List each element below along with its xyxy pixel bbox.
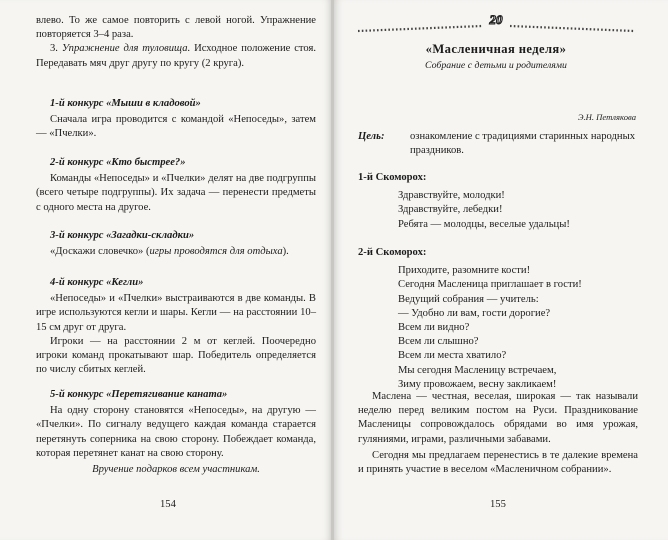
verse-line: Всем ли слышно? bbox=[398, 336, 479, 348]
verse-line: Здравствуйте, молодки! bbox=[398, 190, 505, 202]
page-number-right: 155 bbox=[490, 499, 506, 510]
goal-block bbox=[358, 130, 638, 158]
verse-line: Ребята — молодцы, веселые удальцы! bbox=[398, 218, 570, 230]
verse-line: Сегодня Масленица приглашает в гости! bbox=[398, 279, 582, 291]
maslena-paragraph: Маслена — честная, веселая, широкая — так называли неделю перед великим постом на Руси. Праздникование Масленицы сопровождалось обрядами во имя урожая, гуляниями, играми, различными забавами. bbox=[358, 391, 638, 445]
contest-2-text: Команды «Непоседы» и «Пчелки» делят на две подгруппы (всего четыре подгруппы). Их задача — перенести предметы с одного места на другое. bbox=[36, 173, 316, 213]
contest-3 bbox=[36, 229, 316, 259]
goal-row bbox=[358, 130, 638, 158]
skomorokh-1-block bbox=[358, 171, 638, 232]
intro-text: влево. То же самое повторить с левой ногой. Упражнение повторяется 3–4 раза. bbox=[36, 15, 316, 41]
contest-4-paragraph-1: «Непоседы» и «Пчелки» выстраиваются в две команды. В игре используются кегли и шары. Кегли — на расстоянии 10–15 см друг от друга. bbox=[36, 293, 316, 333]
author-name: Э.Н. Петлякова bbox=[577, 112, 636, 122]
closing-line: Вручение подарков всем участникам. bbox=[92, 464, 260, 476]
contest-5 bbox=[36, 388, 316, 477]
page-title: «Масленичная неделя» bbox=[425, 42, 567, 56]
verse-line: Всем ли места хватило? bbox=[398, 350, 507, 362]
verse-line: Мы сегодня Масленицу встречаем, bbox=[398, 364, 557, 376]
verse-line: Приходите, разомните кости! bbox=[398, 265, 531, 277]
contest-2-heading: 2-й конкурс «Кто быстрее?» bbox=[50, 157, 186, 168]
contest-1-text: Сначала игра проводится с командой «Непоседы», затем — «Пчелки». bbox=[36, 114, 316, 140]
skomorokh-2-block bbox=[358, 246, 638, 392]
verse-line: Ведущий собрания — учитель: bbox=[398, 293, 539, 305]
goal-label: Цель: bbox=[358, 131, 385, 142]
left-intro bbox=[36, 14, 316, 71]
exercise-number: 3. bbox=[50, 43, 62, 55]
verse-line: Всем ли видно? bbox=[398, 322, 470, 334]
exercise-title: Упражнение для туловища. bbox=[61, 43, 191, 55]
contest-1-heading: 1-й конкурс «Мыши в кладовой» bbox=[50, 98, 201, 109]
goal-text: ознакомление с традициями старинных народных праздников. bbox=[410, 131, 636, 157]
contest-5-text: На одну сторону становятся «Непоседы», на другую — «Пчелки». По сигналу ведущего каждая команда старается перетянуть соперника на свою сторону. Побеждает команда, которая перетянет канат на свою сторону. bbox=[36, 405, 316, 459]
contest-1 bbox=[36, 97, 316, 142]
verse-line: Зиму провожаем, весну закликаем! bbox=[398, 378, 557, 390]
page-number-left: 154 bbox=[160, 499, 176, 510]
verse-line: — Удобно ли вам, гости дорогие? bbox=[398, 307, 551, 319]
contest-4 bbox=[36, 276, 316, 377]
skomorokh-1-label: 1-й Скоморох: bbox=[358, 172, 427, 183]
decor-number: 20 bbox=[489, 12, 503, 27]
book-gutter bbox=[331, 0, 334, 540]
contest-4-heading: 4-й конкурс «Кегли» bbox=[50, 277, 144, 288]
contest-3-note: игры проводятся для отдыха bbox=[149, 246, 283, 258]
contest-2 bbox=[36, 156, 316, 215]
skomorokh-1-verse bbox=[398, 189, 638, 232]
closing-paragraphs bbox=[358, 390, 638, 477]
exercise-paragraph bbox=[36, 42, 316, 70]
contest-3-heading: 3-й конкурс «Загадки-складки» bbox=[50, 230, 195, 241]
exercise-text: Исходное положение стоя. Передавать мяч друг другу по кругу (2 круга). bbox=[36, 43, 316, 69]
contest-3-text-c: ). bbox=[282, 246, 289, 258]
page-subtitle: Собрание с детьми и родителями bbox=[425, 60, 567, 71]
ornament-header bbox=[358, 4, 634, 34]
contest-5-heading: 5-й конкурс «Перетягивание каната» bbox=[50, 389, 228, 400]
contest-3-text bbox=[36, 245, 316, 259]
skomorokh-2-label: 2-й Скоморох: bbox=[358, 247, 427, 258]
invitation-paragraph: Сегодня мы предлагаем перенестись в те далекие времена и принять участие в веселом «Масленичном собрании». bbox=[358, 449, 638, 476]
skomorokh-2-verse bbox=[398, 264, 638, 392]
verse-line: Здравствуйте, лебедки! bbox=[398, 204, 503, 216]
contest-4-paragraph-2: Игроки — на расстоянии 2 м от кеглей. Поочередно игроки команд прокатывают шар. Победитель определяется по числу сбитых кеглей. bbox=[36, 335, 316, 376]
contest-3-text-a: «Доскажи словечко» ( bbox=[50, 246, 150, 258]
